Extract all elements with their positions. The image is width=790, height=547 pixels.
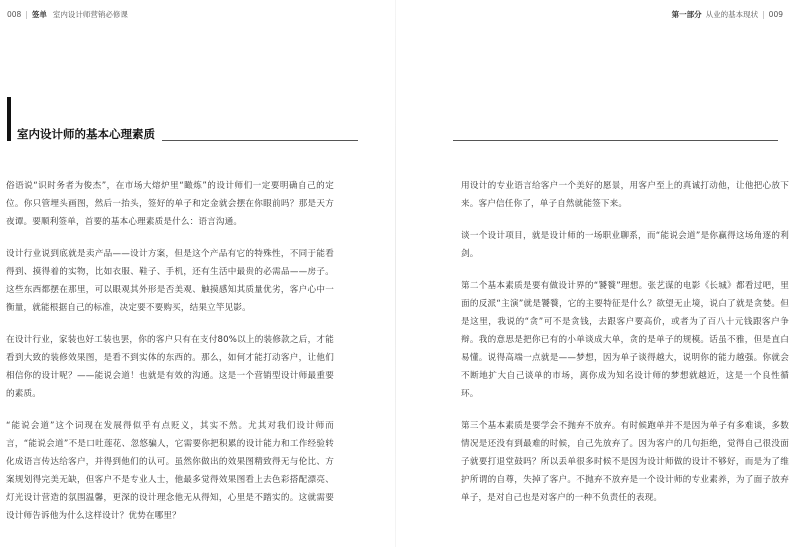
left-page-number: 008 <box>7 10 22 19</box>
header-separator: | <box>762 10 765 19</box>
right-running-header <box>672 9 783 20</box>
left-running-header <box>7 9 128 20</box>
right-page-number: 009 <box>768 10 783 19</box>
body-paragraph: 用设计的专业语言给客户一个美好的愿景，用客户至上的真诚打动他，让他把心放下来。客户信任你了，单子自然就能签下来。 <box>461 181 789 209</box>
right-section-label: 从业的基本现状 <box>705 10 759 19</box>
body-paragraph: 在设计行业，家装也好工装也罢，你的客户只有在支付80%以上的装修款之后，才能看到大致的装修效果图，是看不到实体的东西的。那么，如何才能打动客户，让他们相信你的设计呢？——能说会道！也就是有效的沟通。这是一个营销型设计师最重要的素质。 <box>6 335 334 399</box>
section-title: 室内设计师的基本心理素质 <box>17 127 155 141</box>
right-part-label: 第一部分 <box>671 10 702 19</box>
body-paragraph: 第二个基本素质是要有做设计界的“饕餮”理想。张艺谋的电影《长城》都看过吧，里面的反派“主演”就是饕餮，它的主要特征是什么？欲望无止境，说白了就是贪婪。但是这里，我说的“贪”可不是贪钱，去跟客户要高价，或者为了百八十元钱跟客户争辩。我的意思是把你已有的小单谈成大单，贪的是单子的规模。话虽不雅，但是直白易懂。说得高端一点就是——梦想，因为单子谈得越大，说明你的能力越强。你就会不断地扩大自己谈单的市场，离你成为知名设计师的梦想就越近，这是一个良性循环。 <box>461 281 789 399</box>
body-paragraph: 谈一个设计项目，就是设计师的一场职业聊系，而“能说会道”是你赢得这场角逐的利剑。 <box>461 231 789 259</box>
right-text-column <box>461 177 789 521</box>
right-page-rule <box>453 140 778 141</box>
body-paragraph: 第三个基本素质是要学会不抛弃不放弃。有时候跑单并不是因为单子有多难谈，多数情况是还没有到最难的时候，自己先放弃了。因为客户的几句拒绝，觉得自己很没面子就要打退堂鼓吗？所以丢单很多时候不是因为设计师做的设计不够好，而是为了维护所谓的自尊，失掉了客户。不抛弃不放弃是一个设计师的专业素养，为了面子放弃单子，是对自己也是对客户的一种不负责任的表现。 <box>461 421 789 503</box>
section-title-bar <box>7 97 11 141</box>
left-book-title: 室内设计师营销必修课 <box>52 10 128 19</box>
body-paragraph: 设计行业说到底就是卖产品——设计方案，但是这个产品有它的特殊性，不同于能看得到、摸得着的实物，比如衣服、鞋子、手机，还有生活中最贵的必需品——房子。这些东西都摆在那里，可以眼观其外形是否美观、触摸感知其质量优劣，客户心中一衡量，就能根据自己的标准，决定要不要购买，结果立竿见影。 <box>6 249 334 313</box>
section-title-rule <box>162 140 358 141</box>
body-paragraph: 俗语说“识时务者为俊杰”，在市场大熔炉里“瞰炼”的设计师们一定要明确自己的定位。你只管埋头画图，然后一抬头，签好的单子和定金就会摆在你眼前吗？那是天方夜谭。要顺利签单，首要的基本心理素质是什么：语言沟通。 <box>6 181 334 227</box>
page-gutter <box>395 0 396 547</box>
header-separator: | <box>25 10 28 19</box>
left-chapter-label: 签单 <box>31 10 47 19</box>
body-paragraph: “能说会道”这个词现在发展得似乎有点贬义，其实不然。尤其对我们设计师而言，“能说会道”不是口吐莲花、忽悠骗人，它需要你把积累的设计能力和工作经验转化成语言传达给客户，并得到他们的认可。虽然你做出的效果图精致得无与伦比、方案规划得完美无缺，但客户不是专业人士，他最多觉得效果图看上去色彩搭配漂亮、灯光设计营造的氛围温馨，更深的设计理念他无从得知，心里是不踏实的。这就需要设计师告诉他为什么这样设计？优势在哪里？ <box>6 421 334 521</box>
left-text-column <box>6 177 334 539</box>
